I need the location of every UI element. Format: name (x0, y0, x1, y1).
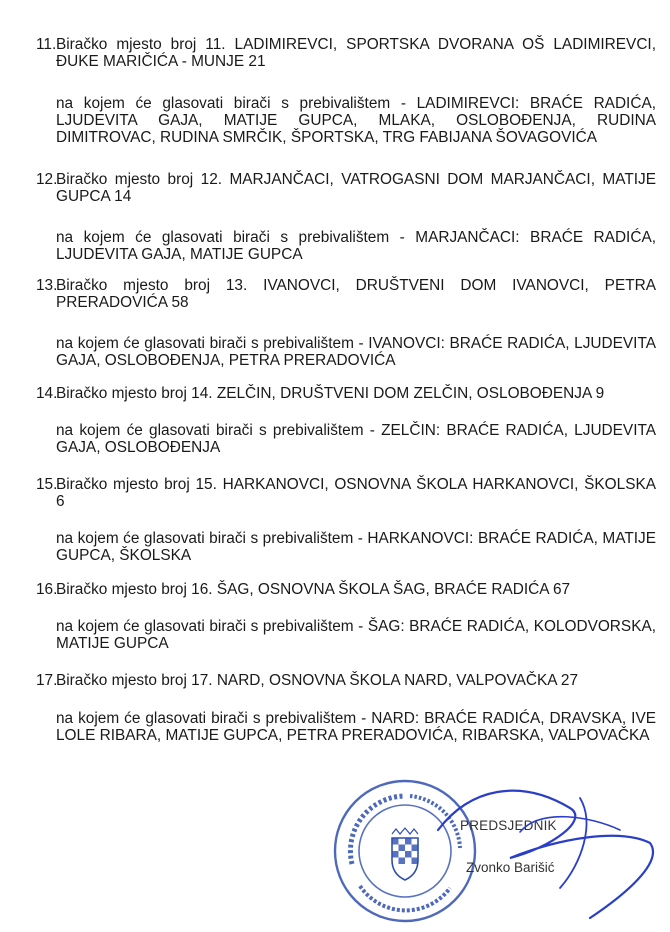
polling-station-entry-15 (36, 476, 656, 564)
entry-voters-text: na kojem će glasovati birači s prebivalištem - NARD: BRAĆE RADIĆA, DRAVSKA, IVE LOLE RIBARA, MATIJE GUPCA, PETRA PRERADOVIĆA, RIBARSKA, VALPOVAČKA (56, 710, 656, 744)
entry-heading-text: Biračko mjesto broj 16. ŠAG, OSNOVNA ŠKOLA ŠAG, BRAĆE RADIĆA 67 (56, 581, 571, 598)
polling-station-entry-17 (36, 672, 656, 744)
entry-heading-text: Biračko mjesto broj 15. HARKANOVCI, OSNOVNA ŠKOLA HARKANOVCI, ŠKOLSKA 6 (56, 476, 656, 510)
entry-heading-text: Biračko mjesto broj 14. ZELČIN, DRUŠTVENI DOM ZELČIN, OSLOBOĐENJA 9 (56, 385, 605, 402)
entry-number: 12. (36, 171, 58, 188)
coat-of-arms-icon (392, 828, 418, 880)
official-stamp (330, 776, 480, 926)
signatory-title: PREDSJEDNIK (460, 818, 557, 833)
polling-station-entry-12 (36, 171, 656, 263)
entry-heading (36, 672, 656, 689)
entry-voters-text: na kojem će glasovati birači s prebivalištem - MARJANČACI: BRAĆE RADIĆA, LJUDEVITA GAJA, MATIJE GUPCA (56, 229, 656, 263)
entry-voters-text: na kojem će glasovati birači s prebivalištem - LADIMIREVCI: BRAĆE RADIĆA, LJUDEVITA GAJA, MATIJE GUPCA, MLAKA, OSLOBOĐENJA, RUDINA DIMITROVAC, RUDINA SMRČIK, ŠPORTSKA, TRG FABIJANA ŠOVAGOVIĆA (56, 95, 656, 146)
entry-heading (36, 581, 656, 598)
entry-number: 13. (36, 277, 58, 294)
entry-heading (36, 277, 656, 311)
polling-station-entry-16 (36, 581, 656, 652)
entry-number: 17. (36, 672, 58, 689)
signature-block (320, 768, 670, 932)
entry-voters-text: na kojem će glasovati birači s prebivalištem - IVANOVCI: BRAĆE RADIĆA, LJUDEVITA GAJA, OSLOBOĐENJA, PETRA PRERADOVIĆA (56, 335, 656, 369)
entry-heading-text: Biračko mjesto broj 13. IVANOVCI, DRUŠTVENI DOM IVANOVCI, PETRA PRERADOVIĆA 58 (56, 277, 656, 311)
entry-number: 15. (36, 476, 58, 493)
entry-heading (36, 385, 656, 402)
entry-voters-text: na kojem će glasovati birači s prebivalištem - HARKANOVCI: BRAĆE RADIĆA, MATIJE GUPCA, ŠKOLSKA (56, 530, 656, 564)
entry-number: 11. (36, 36, 57, 53)
entry-heading (36, 476, 656, 510)
entry-number: 16. (36, 581, 58, 598)
entry-voters-text: na kojem će glasovati birači s prebivalištem - ŠAG: BRAĆE RADIĆA, KOLODVORSKA, MATIJE GUPCA (56, 618, 656, 652)
entry-number: 14. (36, 385, 58, 402)
entry-heading (36, 171, 656, 205)
polling-station-entry-11 (36, 36, 656, 146)
entry-heading-text: Biračko mjesto broj 12. MARJANČACI, VATROGASNI DOM MARJANČACI, MATIJE GUPCA 14 (56, 171, 656, 205)
polling-station-entry-13 (36, 277, 656, 369)
polling-station-entry-14 (36, 385, 656, 456)
entry-voters-text: na kojem će glasovati birači s prebivalištem - ZELČIN: BRAĆE RADIĆA, LJUDEVITA GAJA, OSLOBOĐENJA (56, 422, 656, 456)
entry-heading (36, 36, 656, 70)
entry-heading-text: Biračko mjesto broj 11. LADIMIREVCI, SPORTSKA DVORANA OŠ LADIMIREVCI, ĐUKE MARIČIĆA - MUNJE 21 (56, 36, 656, 70)
entry-heading-text: Biračko mjesto broj 17. NARD, OSNOVNA ŠKOLA NARD, VALPOVAČKA 27 (56, 672, 579, 689)
signatory-name: Zvonko Barišić (466, 860, 555, 875)
